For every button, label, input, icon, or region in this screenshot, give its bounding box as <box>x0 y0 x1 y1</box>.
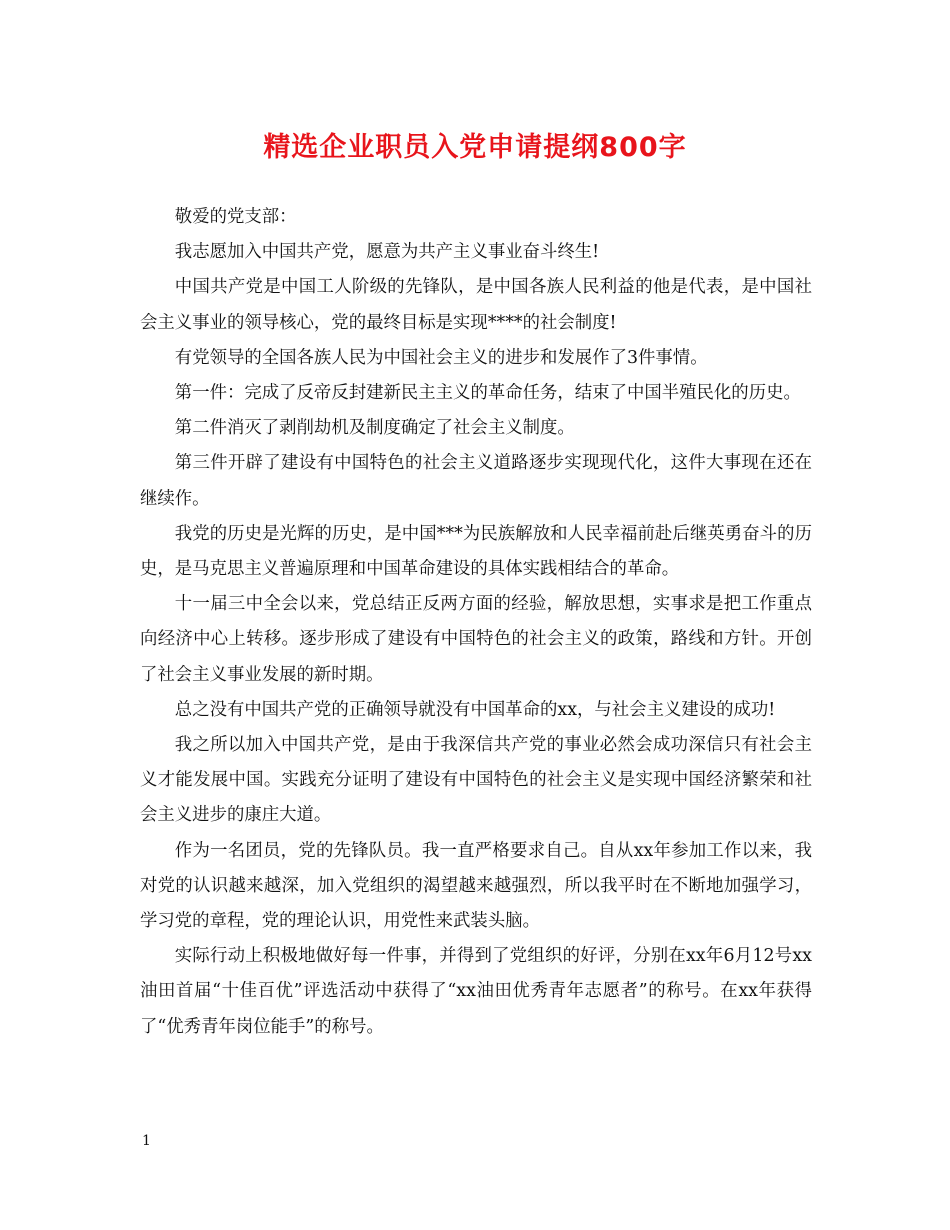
paragraph: 总之没有中国共产党的正确领导就没有中国革命的xx，与社会主义建设的成功! <box>174 699 776 720</box>
paragraph: 我志愿加入中国共产党，愿意为共产主义事业奋斗终生! <box>174 242 600 263</box>
paragraph: 作为一名团员，党的先锋队员。我一直严格要求自己。自从xx年参加工作以来，我对党的认识越来越深，加入党组织的渴望越来越强烈，所以我平时在不断地加强学习，学习党的章程，党的理论认识，用党性来武装头脑。 <box>140 840 812 932</box>
paragraph: 十一届三中全会以来，党总结正反两方面的经验，解放思想，实事求是把工作重点向经济中心上转移。逐步形成了建设有中国特色的社会主义的政策，路线和方针。开创了社会主义事业发展的新时期。 <box>140 594 812 685</box>
paragraph: 我之所以加入中国共产党，是由于我深信共产党的事业必然会成功深信只有社会主义才能发展中国。实践充分证明了建设有中国特色的社会主义是实现中国经济繁荣和社会主义进步的康庄大道。 <box>140 735 812 826</box>
paragraph: 第三件开辟了建设有中国特色的社会主义道路逐步实现现代化，这件大事现在还在继续作。 <box>140 453 812 509</box>
page-number: 1 <box>142 1133 151 1149</box>
paragraph: 实际行动上积极地做好每一件事，并得到了党组织的好评，分别在xx年6月12号xx油田首届“十佳百优”评选活动中获得了“xx油田优秀青年志愿者”的称号。在xx年获得了“优秀青年岗位能手”的称号。 <box>140 946 812 1037</box>
salutation: 敬爱的党支部： <box>174 207 297 227</box>
paragraph: 第一件：完成了反帝反封建新民主主义的革命任务，结束了中国半殖民化的历史。 <box>174 383 801 404</box>
paragraph: 有党领导的全国各族人民为中国社会主义的进步和发展作了3件事情。 <box>174 347 708 368</box>
document-body <box>140 200 812 1045</box>
paragraph: 第二件消灭了剥削劫机及制度确定了社会主义制度。 <box>174 418 575 439</box>
paragraph: 我党的历史是光辉的历史，是中国***为民族解放和人民幸福前赴后继英勇奋斗的历史，是马克思主义普遍原理和中国革命建设的具体实践相结合的革命。 <box>140 523 812 580</box>
paragraph: 中国共产党是中国工人阶级的先锋队，是中国各族人民利益的他是代表，是中国社会主义事业的领导核心，党的最终目标是实现****的社会制度! <box>140 277 812 333</box>
document-title: 精选企业职员入党申请提纲800字 <box>263 132 687 163</box>
